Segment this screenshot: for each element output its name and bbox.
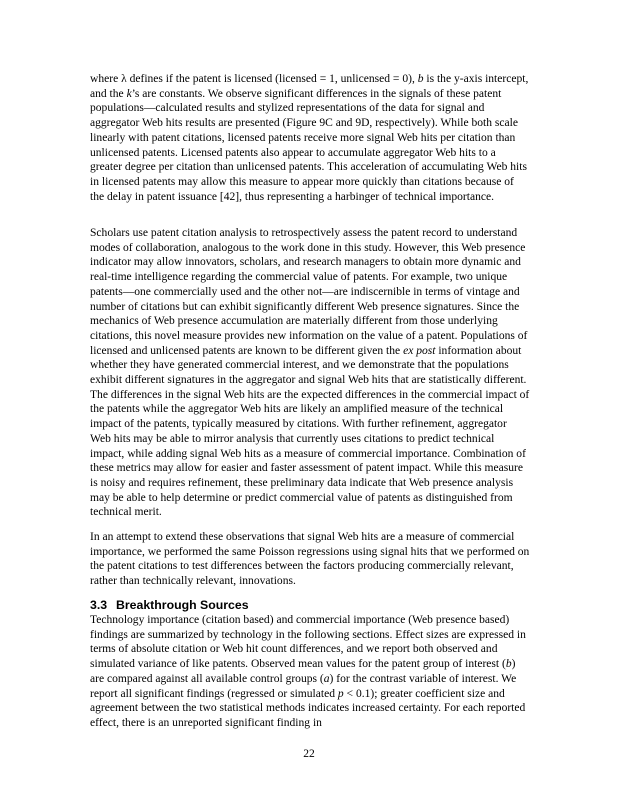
- paragraph-1: [90, 72, 530, 204]
- paragraph-3: [90, 530, 530, 589]
- paragraph-2: [90, 226, 530, 520]
- section-number: 3.3: [90, 598, 108, 612]
- section-title: Breakthrough Sources: [116, 598, 249, 612]
- page-number: 22: [303, 748, 315, 760]
- section-3-3: [90, 598, 530, 731]
- italic-term: b: [505, 658, 512, 671]
- section-heading: [90, 598, 530, 613]
- text-run: ) for the contrast variable of interest. We report all significant findings (regressed or simulated: [90, 672, 517, 700]
- text-run: ) are compared against all available control groups (: [90, 658, 516, 685]
- text-run: ’s are constants. We observe significant differences in the signals of these patent populations—calculated results and stylized representations of the data for signal and aggregator Web hits results are presented (Figure 9C and 9D, respectively). While both scale linearly with patent citations, licensed patents receive more signal Web hits per citation than unlicensed patents. Licensed patents also appear to accumulate aggregator Web hits to a greater degree per citation than unlicensed patents. This acceleration of accumulating Web hits in licensed patents may allow this measure to appear more quickly than citations because of the delay in patent issuance [42], thus representing a harbinger of technical importance.: [90, 87, 527, 203]
- text-run: < 0.1); greater coefficient size and agreement between the two statistical methods indicates increased certainty. For each reported effect, there is an unreported significant finding in: [90, 687, 526, 729]
- italic-term: ex post: [403, 344, 436, 357]
- text-run: In an attempt to extend these observations that signal Web hits are a measure of commercial importance, we performed the same Poisson regressions using signal hits that we performed on the patent citations to test differences between the factors producing commercially relevant, rather than technically relevant, innovations.: [90, 531, 530, 588]
- italic-term: a: [323, 672, 330, 685]
- text-run: Scholars use patent citation analysis to retrospectively assess the patent record to understand modes of collaboration, analogous to the work done in this study. However, this Web presence indicator may allow innovators, scholars, and research managers to obtain more dynamic and real-time intelligence regarding the commercial value of patents. For example, two unique patents—one commercially used and the other not—are indiscernible in terms of vintage and number of citations but can exhibit significantly different Web presence signatures. Since the mechanics of Web presence accumulation are materially different from those underlying citations, this novel measure provides new information on the value of a patent. Populations of licensed and unlicensed patents are known to be different given the: [90, 227, 528, 357]
- italic-term: b: [417, 73, 424, 85]
- italic-term: p: [337, 687, 344, 700]
- italic-term: k: [126, 87, 132, 100]
- text-run: information about whether they have generated commercial interest, and we demonstrate that the populations exhibit different signatures in the aggregator and signal Web hits that are statistically different. The differences in the signal Web hits are the expected differences in the commercial impact of the patents while the aggregator Web hits are likely an amplified measure of the technical impact of the patents, typically measured by citations. With further refinement, aggregator Web hits may be able to mirror analysis that currently uses citations to predict technical impact, while adding signal Web hits as a measure of commercial importance. Combination of these metrics may allow for easier and faster assessment of patent impact. While this measure is noisy and requires refinement, these preliminary data indicate that Web presence analysis may be able to help determine or predict commercial value of patents as distinguished from technical merit.: [90, 344, 530, 519]
- section-body: [90, 613, 530, 731]
- text-run: where λ defines if the patent is licensed (licensed = 1, unlicensed = 0),: [90, 73, 418, 85]
- text-run: Technology importance (citation based) and commercial importance (Web presence based) findings are summarized by technology in the following sections. Effect sizes are expressed in terms of absolute citation or Web hit count differences, and we report both observed and simulated variance of like patents. Observed mean values for the patent group of interest (: [90, 614, 526, 671]
- text-run: is the y-axis intercept, and the: [90, 73, 529, 100]
